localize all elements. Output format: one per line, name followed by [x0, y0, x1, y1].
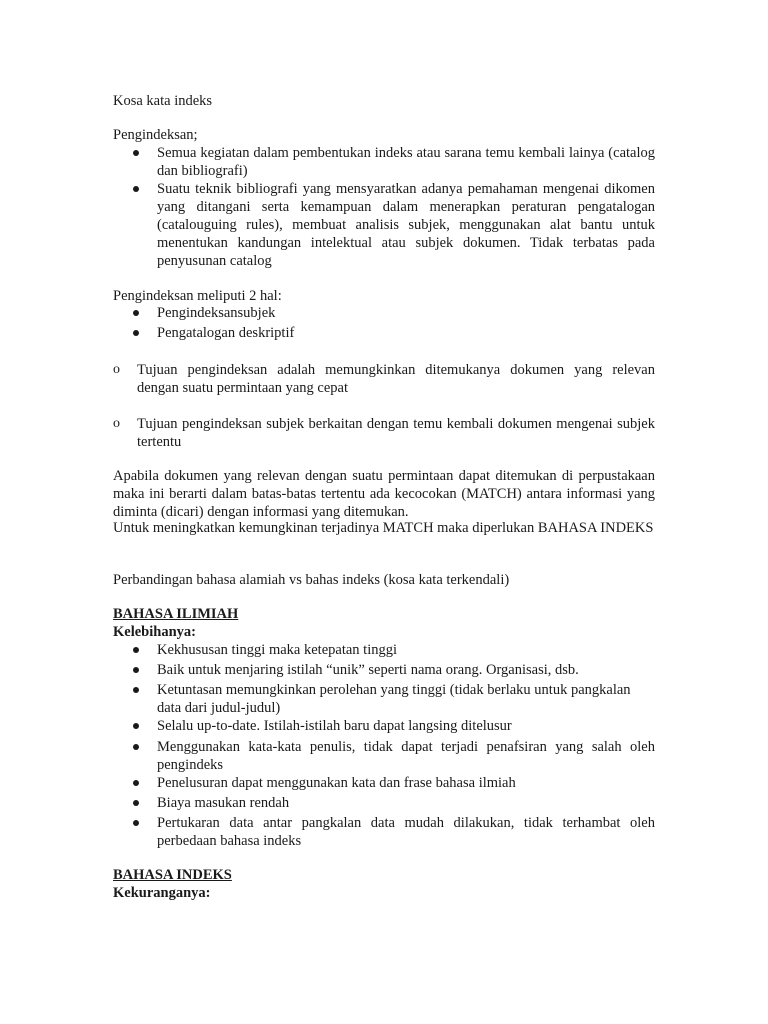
circle-bullet-icon: o [113, 416, 120, 431]
bullet-icon [133, 687, 139, 693]
list-item: Pengatalogan deskriptif [137, 324, 655, 342]
bullet-icon [133, 647, 139, 653]
bullet-icon [133, 723, 139, 729]
paragraph-bahasa-indeks: Untuk meningkatkan kemungkinan terjadinya MATCH maka diperlukan BAHASA INDEKS [113, 520, 654, 536]
list-item: Pengindeksansubjek [137, 304, 655, 322]
section-heading-bahasa-indeks: BAHASA INDEKS [113, 867, 232, 883]
bullet-icon [133, 150, 139, 156]
list-item: Baik untuk menjaring istilah “unik” seperti nama orang. Organisasi, dsb. [137, 661, 655, 679]
list-item: Biaya masukan rendah [137, 794, 655, 812]
subheading-kekurangan: Kekuranganya: [113, 885, 211, 901]
bullet-icon [133, 667, 139, 673]
bullet-icon [133, 744, 139, 750]
list-item: Menggunakan kata-kata penulis, tidak dapat terjadi penafsiran yang salah oleh pengindeks [137, 738, 655, 774]
bullet-icon [133, 330, 139, 336]
bullet-icon [133, 780, 139, 786]
list-item: Penelusuran dapat menggunakan kata dan frase bahasa ilmiah [137, 774, 655, 792]
bullet-icon [133, 800, 139, 806]
bullet-icon [133, 186, 139, 192]
document-title: Kosa kata indeks [113, 93, 213, 109]
list-item: o Tujuan pengindeksan subjek berkaitan dengan temu kembali dokumen mengenai subjek tertentu [113, 416, 655, 450]
list-item: o Tujuan pengindeksan adalah memungkinkan ditemukanya dokumen yang relevan dengan suatu permintaan yang cepat [113, 362, 655, 396]
pengindeksan-label: Pengindeksan; [113, 127, 198, 143]
subheading-kelebihan: Kelebihanya: [113, 624, 196, 640]
list-item: Selalu up-to-date. Istilah-istilah baru dapat langsing ditelusur [137, 717, 655, 735]
list-item: Kekhususan tinggi maka ketepatan tinggi [137, 641, 655, 659]
circle-bullet-icon: o [113, 362, 120, 377]
list-item: Semua kegiatan dalam pembentukan indeks atau sarana temu kembali lainya (catalog dan bibliografi) [137, 144, 655, 180]
list-item: Pertukaran data antar pangkalan data mudah dilakukan, tidak terhambat oleh perbedaan bahasa indeks [137, 814, 655, 850]
list-item: Suatu teknik bibliografi yang mensyaratkan adanya pemahaman mengenai dikomen yang ditangani serta kemampuan dalam menerapkan peraturan pengatalogan (catalouguing rules), membuat analisis subjek, menggunakan alat bantu untuk menentukan kandungan intelektual atau subjek dokumen. Tidak terbatas pada penyusunan catalog [137, 180, 655, 270]
bullet-icon [133, 820, 139, 826]
paragraph-match: Apabila dokumen yang relevan dengan suatu permintaan dapat ditemukan di perpustakaan maka ini berarti dalam batas-batas tertentu ada kecocokan (MATCH) antara informasi yang diminta (dicari) dengan informasi yang ditemukan. [113, 468, 655, 520]
list-item: Ketuntasan memungkinkan perolehan yang tinggi (tidak berlaku untuk pangkalan data dari judul-judul) [137, 681, 655, 717]
comparison-line: Perbandingan bahasa alamiah vs bahas indeks (kosa kata terkendali) [113, 572, 510, 588]
meliputi-label: Pengindeksan meliputi 2 hal: [113, 288, 282, 304]
section-heading-bahasa-ilmiah: BAHASA ILIMIAH [113, 606, 239, 622]
bullet-icon [133, 310, 139, 316]
